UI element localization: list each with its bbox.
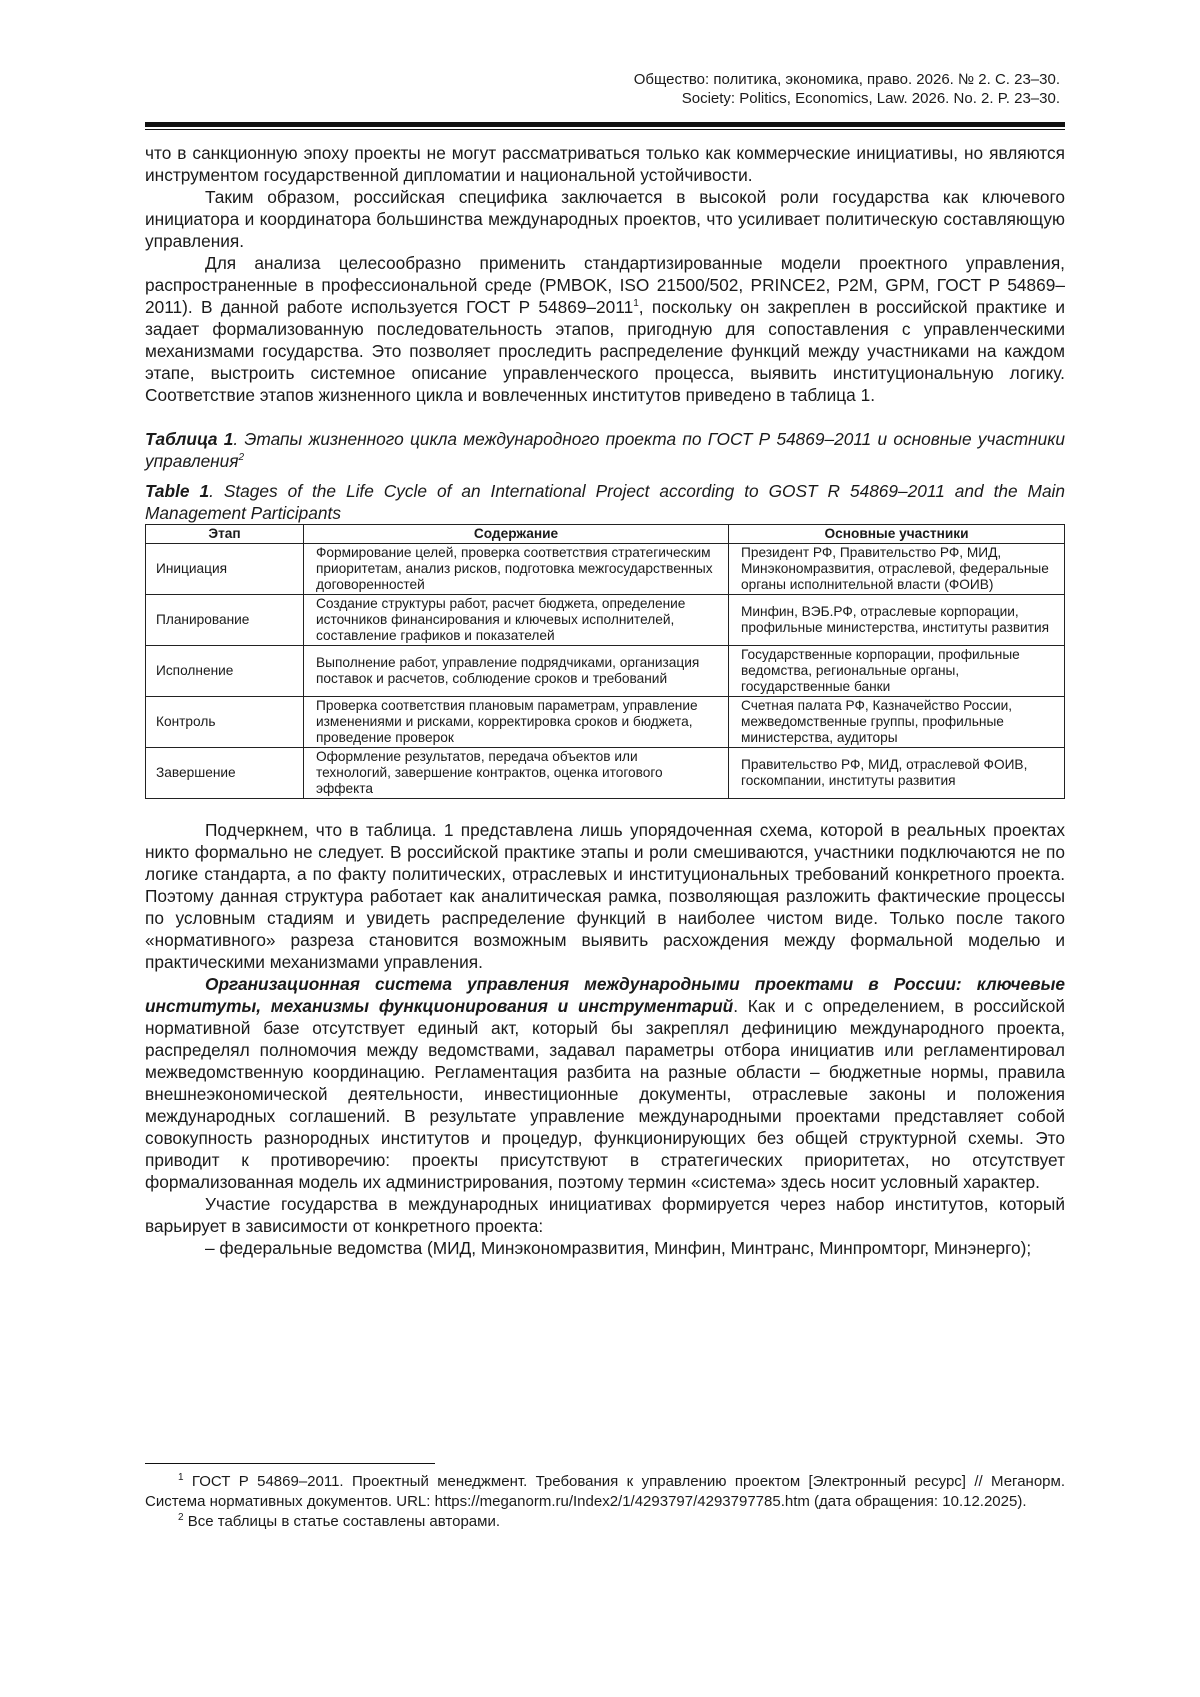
stage-cell: Контроль xyxy=(146,697,304,748)
header-participants: Основные участники xyxy=(729,525,1065,544)
content-cell: Выполнение работ, управление подрядчиками, организация поставок и расчетов, соблюдение сроков и требований xyxy=(304,646,729,697)
paragraph-5-text: . Как и с определением, в российской нормативной базе отсутствует единый акт, который бы закреплял дефиницию международного проекта, распределял полномочия между ведомствами, задавал параметры отбора инициатив или регламентировал межведомственную координацию. Регламентация разбита на разные области – бюджетные нормы, правила внешнеэкономической деятельности, инвестиционные документы, отраслевые законы и положения международных соглашений. В результате управление международными проектами представляет собой совокупность разнородных институтов и процедур, функционирующих без общей структурной схемы. Это приводит к противоречию: проекты присутствуют в стратегических приоритетах, но отсутствует формализованная модель их администрирования, поэтому термин «система» здесь носит условный характер. xyxy=(145,996,1065,1192)
participants-cell: Государственные корпорации, профильные ведомства, региональные органы, государственные банки xyxy=(729,646,1065,697)
header-ru: Общество: политика, экономика, право. 2026. № 2. С. 23–30. xyxy=(633,71,1060,88)
paragraph-7: – федеральные ведомства (МИД, Минэкономразвития, Минфин, Минтранс, Минпромторг, Минэнерго); xyxy=(205,1238,1032,1258)
stage-cell: Исполнение xyxy=(146,646,304,697)
table-row xyxy=(146,595,1065,646)
table-caption-ru-text: . Этапы жизненного цикла международного проекта по ГОСТ Р 54869–2011 и основные участники управления xyxy=(145,429,1065,471)
footnote-2-number: 2 xyxy=(178,1512,184,1523)
paragraph-4: Подчеркнем, что в таблица. 1 представлена лишь упорядоченная схема, которой в реальных проектах никто формально не следует. В российской практике этапы и роли смешиваются, участники подключаются не по логике стандарта, а по факту политических, отраслевых и институциональных требований конкретного проекта. Поэтому данная структура работает как аналитическая рамка, позволяющая разложить фактические процессы по условным стадиям и увидеть распределение функций в наиболее чистом виде. Только после такого «нормативного» разреза становится возможным выявить расхождения между формальной моделью и практическими механизмами управления. xyxy=(145,820,1065,972)
participants-cell: Президент РФ, Правительство РФ, МИД, Минэкономразвития, отраслевой, федеральные органы исполнительной власти (ФОИВ) xyxy=(729,544,1065,595)
table-caption-ru-label: Таблица 1 xyxy=(145,429,234,449)
participants-cell: Счетная палата РФ, Казначейство России, межведомственные группы, профильные министерства, аудиторы xyxy=(729,697,1065,748)
page-body xyxy=(145,142,1065,1259)
running-header xyxy=(634,70,1060,108)
footnote-1 xyxy=(145,1472,1065,1512)
table-caption-ru xyxy=(145,428,1065,472)
header-rule-thin xyxy=(145,129,1065,130)
stage-cell: Завершение xyxy=(146,748,304,799)
table-caption-en-text: . Stages of the Life Cycle of an International Project according to GOST R 54869–2011 and the Main Management Participants xyxy=(145,481,1066,523)
paragraph-1: что в санкционную эпоху проекты не могут рассматриваться только как коммерческие инициативы, но являются инструментом государственной дипломатии и национальной устойчивости. xyxy=(145,143,1065,185)
section-heading: Организационная система управления международными проектами в России: ключевые институты, механизмы функционирования и инструментарий xyxy=(145,974,1065,1016)
footnote-ref-2[interactable]: 2 xyxy=(238,452,245,464)
content-cell: Создание структуры работ, расчет бюджета, определение источников финансирования и ключевых исполнителей, составление графиков и показателей xyxy=(304,595,729,646)
table-caption-en xyxy=(145,480,1065,524)
stage-cell: Планирование xyxy=(146,595,304,646)
table-caption-en-label: Table 1 xyxy=(145,481,210,501)
participants-cell: Правительство РФ, МИД, отраслевой ФОИВ, госкомпании, институты развития xyxy=(729,748,1065,799)
header-en: Society: Politics, Economics, Law. 2026. No. 2. P. 23–30. xyxy=(681,90,1060,107)
footnote-1-number: 1 xyxy=(178,1472,184,1483)
content-cell: Оформление результатов, передача объектов или технологий, завершение контрактов, оценка итогового эффекта xyxy=(304,748,729,799)
footnote-2-text: Все таблицы в статье составлены авторами. xyxy=(183,1513,500,1530)
header-content: Содержание xyxy=(304,525,729,544)
paragraph-3 xyxy=(145,252,1065,406)
paragraph-2: Таким образом, российская специфика заключается в высокой роли государства как ключевого инициатора и координатора большинства международных проектов, что усиливает политическую составляющую управления. xyxy=(145,187,1065,251)
paragraph-3-text-b: , поскольку он закреплен в российской практике и задает формализованную последовательность этапов, пригодную для сопоставления с управленческими механизмами государства. Это позволяет проследить распределение функций между участниками на каждом этапе, выстроить системное описание управленческого процесса, выявить институциональную логику. Соответствие этапов жизненного цикла и вовлеченных институтов приведено в таблица 1. xyxy=(145,297,1065,405)
table-row xyxy=(146,646,1065,697)
table-row xyxy=(146,544,1065,595)
footnote-rule xyxy=(145,1463,435,1464)
footnote-2 xyxy=(145,1512,1065,1532)
paragraph-6: Участие государства в международных инициативах формируется через набор институтов, который варьирует в зависимости от конкретного проекта: xyxy=(145,1194,1065,1236)
table-row xyxy=(146,697,1065,748)
table-header-row xyxy=(146,525,1065,544)
stages-table xyxy=(145,524,1065,799)
paragraph-3-text-a: Для анализа целесообразно применить стандартизированные модели проектного управления, распространенные в профессиональной среде (PMBOK, ISO 21500/502, PRINCE2, P2M, GPM, ГОСТ Р 54869–2011). В данной работе используется ГОСТ Р 54869–2011 xyxy=(145,253,1065,317)
paragraph-5 xyxy=(145,973,1065,1193)
header-rule-thick xyxy=(145,122,1065,127)
footnote-1-text: ГОСТ Р 54869–2011. Проектный менеджмент. Требования к управлению проектом [Электронный ресурс] // Меганорм. Система нормативных документов. URL: https://meganorm.ru/Index2/1/4293797/4293797785.htm (дата обращения: 10.12.2025). xyxy=(145,1473,1065,1510)
stage-cell: Инициация xyxy=(146,544,304,595)
participants-cell: Минфин, ВЭБ.РФ, отраслевые корпорации, профильные министерства, институты развития xyxy=(729,595,1065,646)
header-stage: Этап xyxy=(146,525,304,544)
footnote-ref-1[interactable]: 1 xyxy=(633,298,639,310)
footnotes xyxy=(145,1472,1065,1532)
content-cell: Проверка соответствия плановым параметрам, управление изменениями и рисками, корректировка сроков и бюджета, проведение проверок xyxy=(304,697,729,748)
content-cell: Формирование целей, проверка соответствия стратегическим приоритетам, анализ рисков, подготовка межгосударственных договоренностей xyxy=(304,544,729,595)
table-row xyxy=(146,748,1065,799)
